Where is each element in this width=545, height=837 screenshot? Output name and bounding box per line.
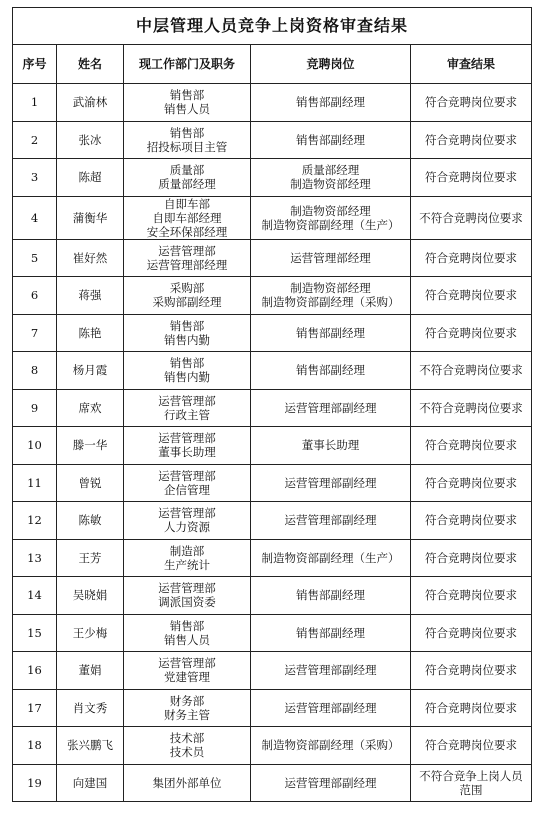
row-number: 9 xyxy=(13,389,57,427)
row-result xyxy=(411,84,532,122)
row-dept-line: 董事长助理 xyxy=(158,445,216,460)
row-post xyxy=(251,427,411,465)
row-result xyxy=(411,502,532,540)
row-number: 10 xyxy=(13,427,57,465)
row-name: 蒲衡华 xyxy=(57,196,124,239)
row-post xyxy=(251,614,411,652)
row-dept-line: 运营管理部 xyxy=(158,468,216,483)
row-post xyxy=(251,277,411,315)
row-post-line: 运营管理部副经理 xyxy=(284,700,377,715)
row-number: 15 xyxy=(13,614,57,652)
row-dept xyxy=(124,352,251,390)
row-dept-line: 销售内勤 xyxy=(164,370,210,385)
row-number: 4 xyxy=(13,196,57,239)
row-post-line: 运营管理部副经理 xyxy=(284,513,377,528)
row-result xyxy=(411,121,532,159)
row-result xyxy=(411,652,532,690)
row-dept-line: 运营管理部 xyxy=(158,393,216,408)
row-dept-line: 运营管理部 xyxy=(158,243,216,258)
row-result-line: 符合竞聘岗位要求 xyxy=(425,95,518,110)
header-row xyxy=(13,45,532,84)
row-result-line: 范围 xyxy=(459,782,483,797)
row-post-line: 运营管理部副经理 xyxy=(284,775,377,790)
table-row xyxy=(13,464,532,502)
row-dept-line: 采购部 xyxy=(169,281,205,296)
row-result xyxy=(411,427,532,465)
row-dept-line: 财务主管 xyxy=(164,707,210,722)
row-dept-line: 销售部 xyxy=(169,318,205,333)
row-post xyxy=(251,84,411,122)
row-dept xyxy=(124,727,251,765)
row-dept-line: 销售部 xyxy=(169,88,205,103)
row-name: 张兴鹏飞 xyxy=(57,727,124,765)
row-number: 14 xyxy=(13,577,57,615)
row-dept-line: 招投标项目主管 xyxy=(146,139,228,154)
table-row xyxy=(13,652,532,690)
row-dept-line: 自即车部经理 xyxy=(152,210,222,225)
row-dept-line: 销售内勤 xyxy=(164,332,210,347)
table-row xyxy=(13,689,532,727)
row-result xyxy=(411,577,532,615)
row-dept xyxy=(124,464,251,502)
row-result xyxy=(411,727,532,765)
row-number: 11 xyxy=(13,464,57,502)
row-dept-line: 自即车部 xyxy=(164,196,210,211)
row-dept xyxy=(124,539,251,577)
row-result-line: 符合竞聘岗位要求 xyxy=(425,700,518,715)
row-result-line: 符合竞聘岗位要求 xyxy=(425,738,518,753)
row-result xyxy=(411,239,532,277)
row-number: 1 xyxy=(13,84,57,122)
row-result-line: 符合竞聘岗位要求 xyxy=(425,475,518,490)
row-result-line: 符合竞聘岗位要求 xyxy=(425,250,518,265)
row-name: 向建国 xyxy=(57,764,124,802)
row-name: 曾锐 xyxy=(57,464,124,502)
row-result-line: 符合竞聘岗位要求 xyxy=(425,588,518,603)
row-post-line: 销售部副经理 xyxy=(296,363,365,378)
row-name: 席欢 xyxy=(57,389,124,427)
row-dept-line: 技术员 xyxy=(169,745,205,760)
row-post-line: 运营管理部经理 xyxy=(290,250,371,265)
header-name: 姓名 xyxy=(57,45,124,84)
row-dept-line: 安全环保部经理 xyxy=(146,224,228,239)
row-dept xyxy=(124,314,251,352)
row-dept-line: 运营管理部 xyxy=(158,431,216,446)
row-name: 蒋强 xyxy=(57,277,124,315)
row-dept-line: 运营管理部 xyxy=(158,581,216,596)
row-number: 7 xyxy=(13,314,57,352)
row-number: 17 xyxy=(13,689,57,727)
row-post xyxy=(251,727,411,765)
row-dept xyxy=(124,577,251,615)
row-name: 杨月霞 xyxy=(57,352,124,390)
table-row xyxy=(13,539,532,577)
row-post-line: 制造物资部经理 xyxy=(290,203,371,218)
row-result-line: 符合竞聘岗位要求 xyxy=(425,170,518,185)
row-dept-line: 销售部 xyxy=(169,618,205,633)
row-name: 武渝林 xyxy=(57,84,124,122)
row-post-line: 运营管理部副经理 xyxy=(284,663,377,678)
table-row xyxy=(13,764,532,802)
row-result xyxy=(411,314,532,352)
row-post xyxy=(251,764,411,802)
row-name: 崔好然 xyxy=(57,239,124,277)
title-row xyxy=(13,8,532,45)
row-result xyxy=(411,389,532,427)
row-post xyxy=(251,196,411,239)
row-post-line: 销售部副经理 xyxy=(296,95,365,110)
table-row xyxy=(13,614,532,652)
row-post xyxy=(251,239,411,277)
row-result-line: 不符合竞聘岗位要求 xyxy=(419,210,523,225)
row-name: 陈艳 xyxy=(57,314,124,352)
row-post-line: 制造物资部经理 xyxy=(290,281,371,296)
row-name: 肖文秀 xyxy=(57,689,124,727)
row-dept xyxy=(124,427,251,465)
review-results-table xyxy=(12,7,532,802)
row-name: 王少梅 xyxy=(57,614,124,652)
row-result-line: 不符合竞聘岗位要求 xyxy=(419,400,523,415)
row-dept-line: 运营管理部 xyxy=(158,656,216,671)
row-result-line: 符合竞聘岗位要求 xyxy=(425,625,518,640)
row-post-line: 制造物资部副经理（生产） xyxy=(261,217,400,232)
row-result xyxy=(411,159,532,197)
row-post-line: 质量部经理 xyxy=(301,163,360,178)
row-name: 吴晓娟 xyxy=(57,577,124,615)
row-result-line: 符合竞聘岗位要求 xyxy=(425,438,518,453)
header-dept: 现工作部门及职务 xyxy=(124,45,251,84)
table-row xyxy=(13,502,532,540)
row-post xyxy=(251,464,411,502)
row-dept-line: 人力资源 xyxy=(164,520,210,535)
row-name: 陈敏 xyxy=(57,502,124,540)
row-name: 滕一华 xyxy=(57,427,124,465)
row-result xyxy=(411,539,532,577)
row-post xyxy=(251,159,411,197)
row-post xyxy=(251,577,411,615)
table-row xyxy=(13,121,532,159)
row-result-line: 符合竞聘岗位要求 xyxy=(425,513,518,528)
row-name: 陈超 xyxy=(57,159,124,197)
table-title: 中层管理人员竞争上岗资格审查结果 xyxy=(13,8,532,45)
table-row xyxy=(13,277,532,315)
row-post-line: 董事长助理 xyxy=(301,438,360,453)
row-number: 2 xyxy=(13,121,57,159)
row-dept-line: 行政主管 xyxy=(164,407,210,422)
row-result-line: 符合竞聘岗位要求 xyxy=(425,132,518,147)
table-row xyxy=(13,314,532,352)
row-result-line: 符合竞聘岗位要求 xyxy=(425,288,518,303)
table-row xyxy=(13,352,532,390)
row-dept xyxy=(124,239,251,277)
row-post xyxy=(251,502,411,540)
row-result xyxy=(411,614,532,652)
row-result-line: 不符合竞争上岗人员 xyxy=(419,768,523,783)
row-dept-line: 质量部 xyxy=(169,163,205,178)
row-result xyxy=(411,277,532,315)
header-post: 竞聘岗位 xyxy=(251,45,411,84)
row-dept xyxy=(124,84,251,122)
row-dept xyxy=(124,389,251,427)
table-row xyxy=(13,389,532,427)
row-dept-line: 销售部 xyxy=(169,356,205,371)
table-row xyxy=(13,577,532,615)
row-post xyxy=(251,314,411,352)
row-dept xyxy=(124,502,251,540)
header-no: 序号 xyxy=(13,45,57,84)
row-result xyxy=(411,196,532,239)
row-dept-line: 销售部 xyxy=(169,125,205,140)
row-dept-line: 制造部 xyxy=(169,543,205,558)
row-name: 王芳 xyxy=(57,539,124,577)
row-dept-line: 销售人员 xyxy=(164,632,210,647)
row-number: 8 xyxy=(13,352,57,390)
row-dept xyxy=(124,277,251,315)
row-post xyxy=(251,689,411,727)
row-number: 18 xyxy=(13,727,57,765)
row-post-line: 制造物资部副经理（采购） xyxy=(261,295,400,310)
row-dept-line: 运营管理部 xyxy=(158,506,216,521)
row-post xyxy=(251,389,411,427)
row-post xyxy=(251,652,411,690)
row-dept-line: 技术部 xyxy=(169,731,205,746)
table-body xyxy=(13,84,532,802)
row-result xyxy=(411,764,532,802)
row-post xyxy=(251,539,411,577)
row-dept-line: 集团外部单位 xyxy=(152,775,222,790)
row-name: 董娟 xyxy=(57,652,124,690)
row-post xyxy=(251,352,411,390)
row-name: 张冰 xyxy=(57,121,124,159)
row-number: 13 xyxy=(13,539,57,577)
row-post-line: 销售部副经理 xyxy=(296,132,365,147)
table-row xyxy=(13,196,532,239)
row-result-line: 符合竞聘岗位要求 xyxy=(425,663,518,678)
row-post-line: 制造物资部副经理（生产） xyxy=(261,550,400,565)
row-number: 19 xyxy=(13,764,57,802)
row-post-line: 销售部副经理 xyxy=(296,588,365,603)
row-number: 6 xyxy=(13,277,57,315)
table-row xyxy=(13,159,532,197)
row-post xyxy=(251,121,411,159)
row-number: 5 xyxy=(13,239,57,277)
row-dept xyxy=(124,689,251,727)
table-row xyxy=(13,239,532,277)
row-dept-line: 财务部 xyxy=(169,693,205,708)
row-number: 12 xyxy=(13,502,57,540)
row-dept-line: 党建管理 xyxy=(164,670,210,685)
row-dept xyxy=(124,652,251,690)
row-result-line: 符合竞聘岗位要求 xyxy=(425,325,518,340)
header-result: 审查结果 xyxy=(411,45,532,84)
row-dept-line: 企信管理 xyxy=(164,482,210,497)
row-dept-line: 生产统计 xyxy=(164,557,210,572)
row-number: 3 xyxy=(13,159,57,197)
row-dept-line: 销售人员 xyxy=(164,102,210,117)
row-post-line: 运营管理部副经理 xyxy=(284,400,377,415)
row-post-line: 运营管理部副经理 xyxy=(284,475,377,490)
row-dept xyxy=(124,196,251,239)
review-results-sheet xyxy=(12,7,532,802)
row-result xyxy=(411,352,532,390)
row-dept xyxy=(124,159,251,197)
row-result xyxy=(411,464,532,502)
row-post-line: 制造物资部副经理（采购） xyxy=(261,738,400,753)
row-post-line: 销售部副经理 xyxy=(296,325,365,340)
row-result xyxy=(411,689,532,727)
row-number: 16 xyxy=(13,652,57,690)
row-dept-line: 运营管理部经理 xyxy=(146,257,228,272)
table-row xyxy=(13,84,532,122)
row-result-line: 符合竞聘岗位要求 xyxy=(425,550,518,565)
row-dept-line: 采购部副经理 xyxy=(152,295,222,310)
row-dept xyxy=(124,764,251,802)
row-result-line: 不符合竞聘岗位要求 xyxy=(419,363,523,378)
row-dept-line: 调派国资委 xyxy=(158,595,216,610)
row-post-line: 销售部副经理 xyxy=(296,625,365,640)
table-row xyxy=(13,427,532,465)
table-row xyxy=(13,727,532,765)
row-dept-line: 质量部经理 xyxy=(158,177,216,192)
row-dept xyxy=(124,614,251,652)
row-dept xyxy=(124,121,251,159)
row-post-line: 制造物资部经理 xyxy=(290,177,371,192)
